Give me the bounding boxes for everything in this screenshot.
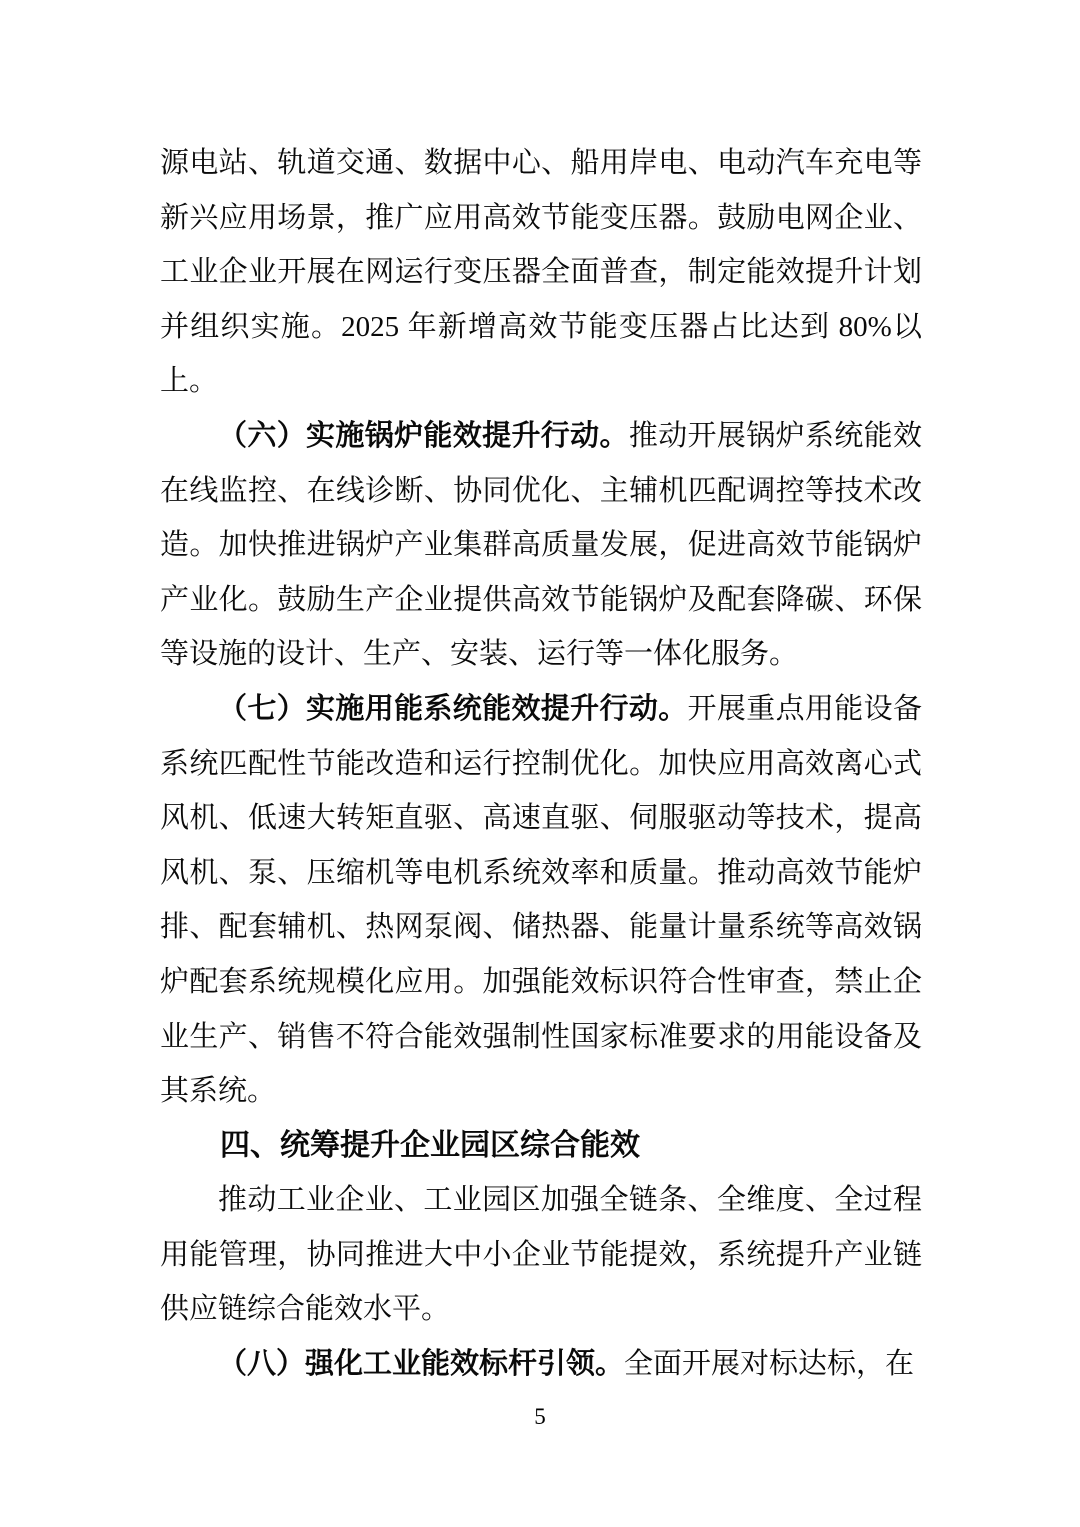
paragraph-item-7	[160, 682, 922, 1119]
paragraph-section-4-intro: 推动工业企业、工业园区加强全链条、全维度、全过程用能管理，协同推进大中小企业节能提效，系统提升产业链供应链综合能效水平。	[160, 1184, 922, 1326]
paragraph-continuation: 源电站、轨道交通、数据中心、船用岸电、电动汽车充电等新兴应用场景，推广应用高效节能变压器。鼓励电网企业、工业企业开展在网运行变压器全面普查，制定能效提升计划并组织实施。2025 年新增高效节能变压器占比达到 80%以上。	[160, 147, 922, 398]
item-7-lead: （七）实施用能系统能效提升行动。	[218, 692, 688, 725]
paragraph-item-8	[160, 1337, 922, 1392]
item-6-body: 推动开展锅炉系统能效在线监控、在线诊断、协同优化、主辅机匹配调控等技术改造。加快推进锅炉产业集群高质量发展，促进高效节能锅炉产业化。鼓励生产企业提供高效节能锅炉及配套降碳、环保等设施的设计、生产、安装、运行等一体化服务。	[160, 419, 922, 671]
section-4-heading: 四、统筹提升企业园区综合能效	[220, 1128, 640, 1162]
page-footer	[0, 1404, 1080, 1430]
page-number: 5	[534, 1404, 546, 1429]
document-body	[160, 136, 922, 1392]
item-8-body: 全面开展对标达标，在	[624, 1348, 915, 1381]
item-6-lead: （六）实施锅炉能效提升行动。	[218, 419, 629, 452]
item-8-lead: （八）强化工业能效标杆引领。	[218, 1348, 625, 1381]
item-7-body: 开展重点用能设备系统匹配性节能改造和运行控制优化。加快应用高效离心式风机、低速大转矩直驱、高速直驱、伺服驱动等技术，提高风机、泵、压缩机等电机系统效率和质量。推动高效节能炉排、配套辅机、热网泵阀、储热器、能量计量系统等高效锅炉配套系统规模化应用。加强能效标识符合性审查，禁止企业生产、销售不符合能效强制性国家标准要求的用能设备及其系统。	[160, 692, 922, 1108]
paragraph-item-6	[160, 409, 922, 682]
